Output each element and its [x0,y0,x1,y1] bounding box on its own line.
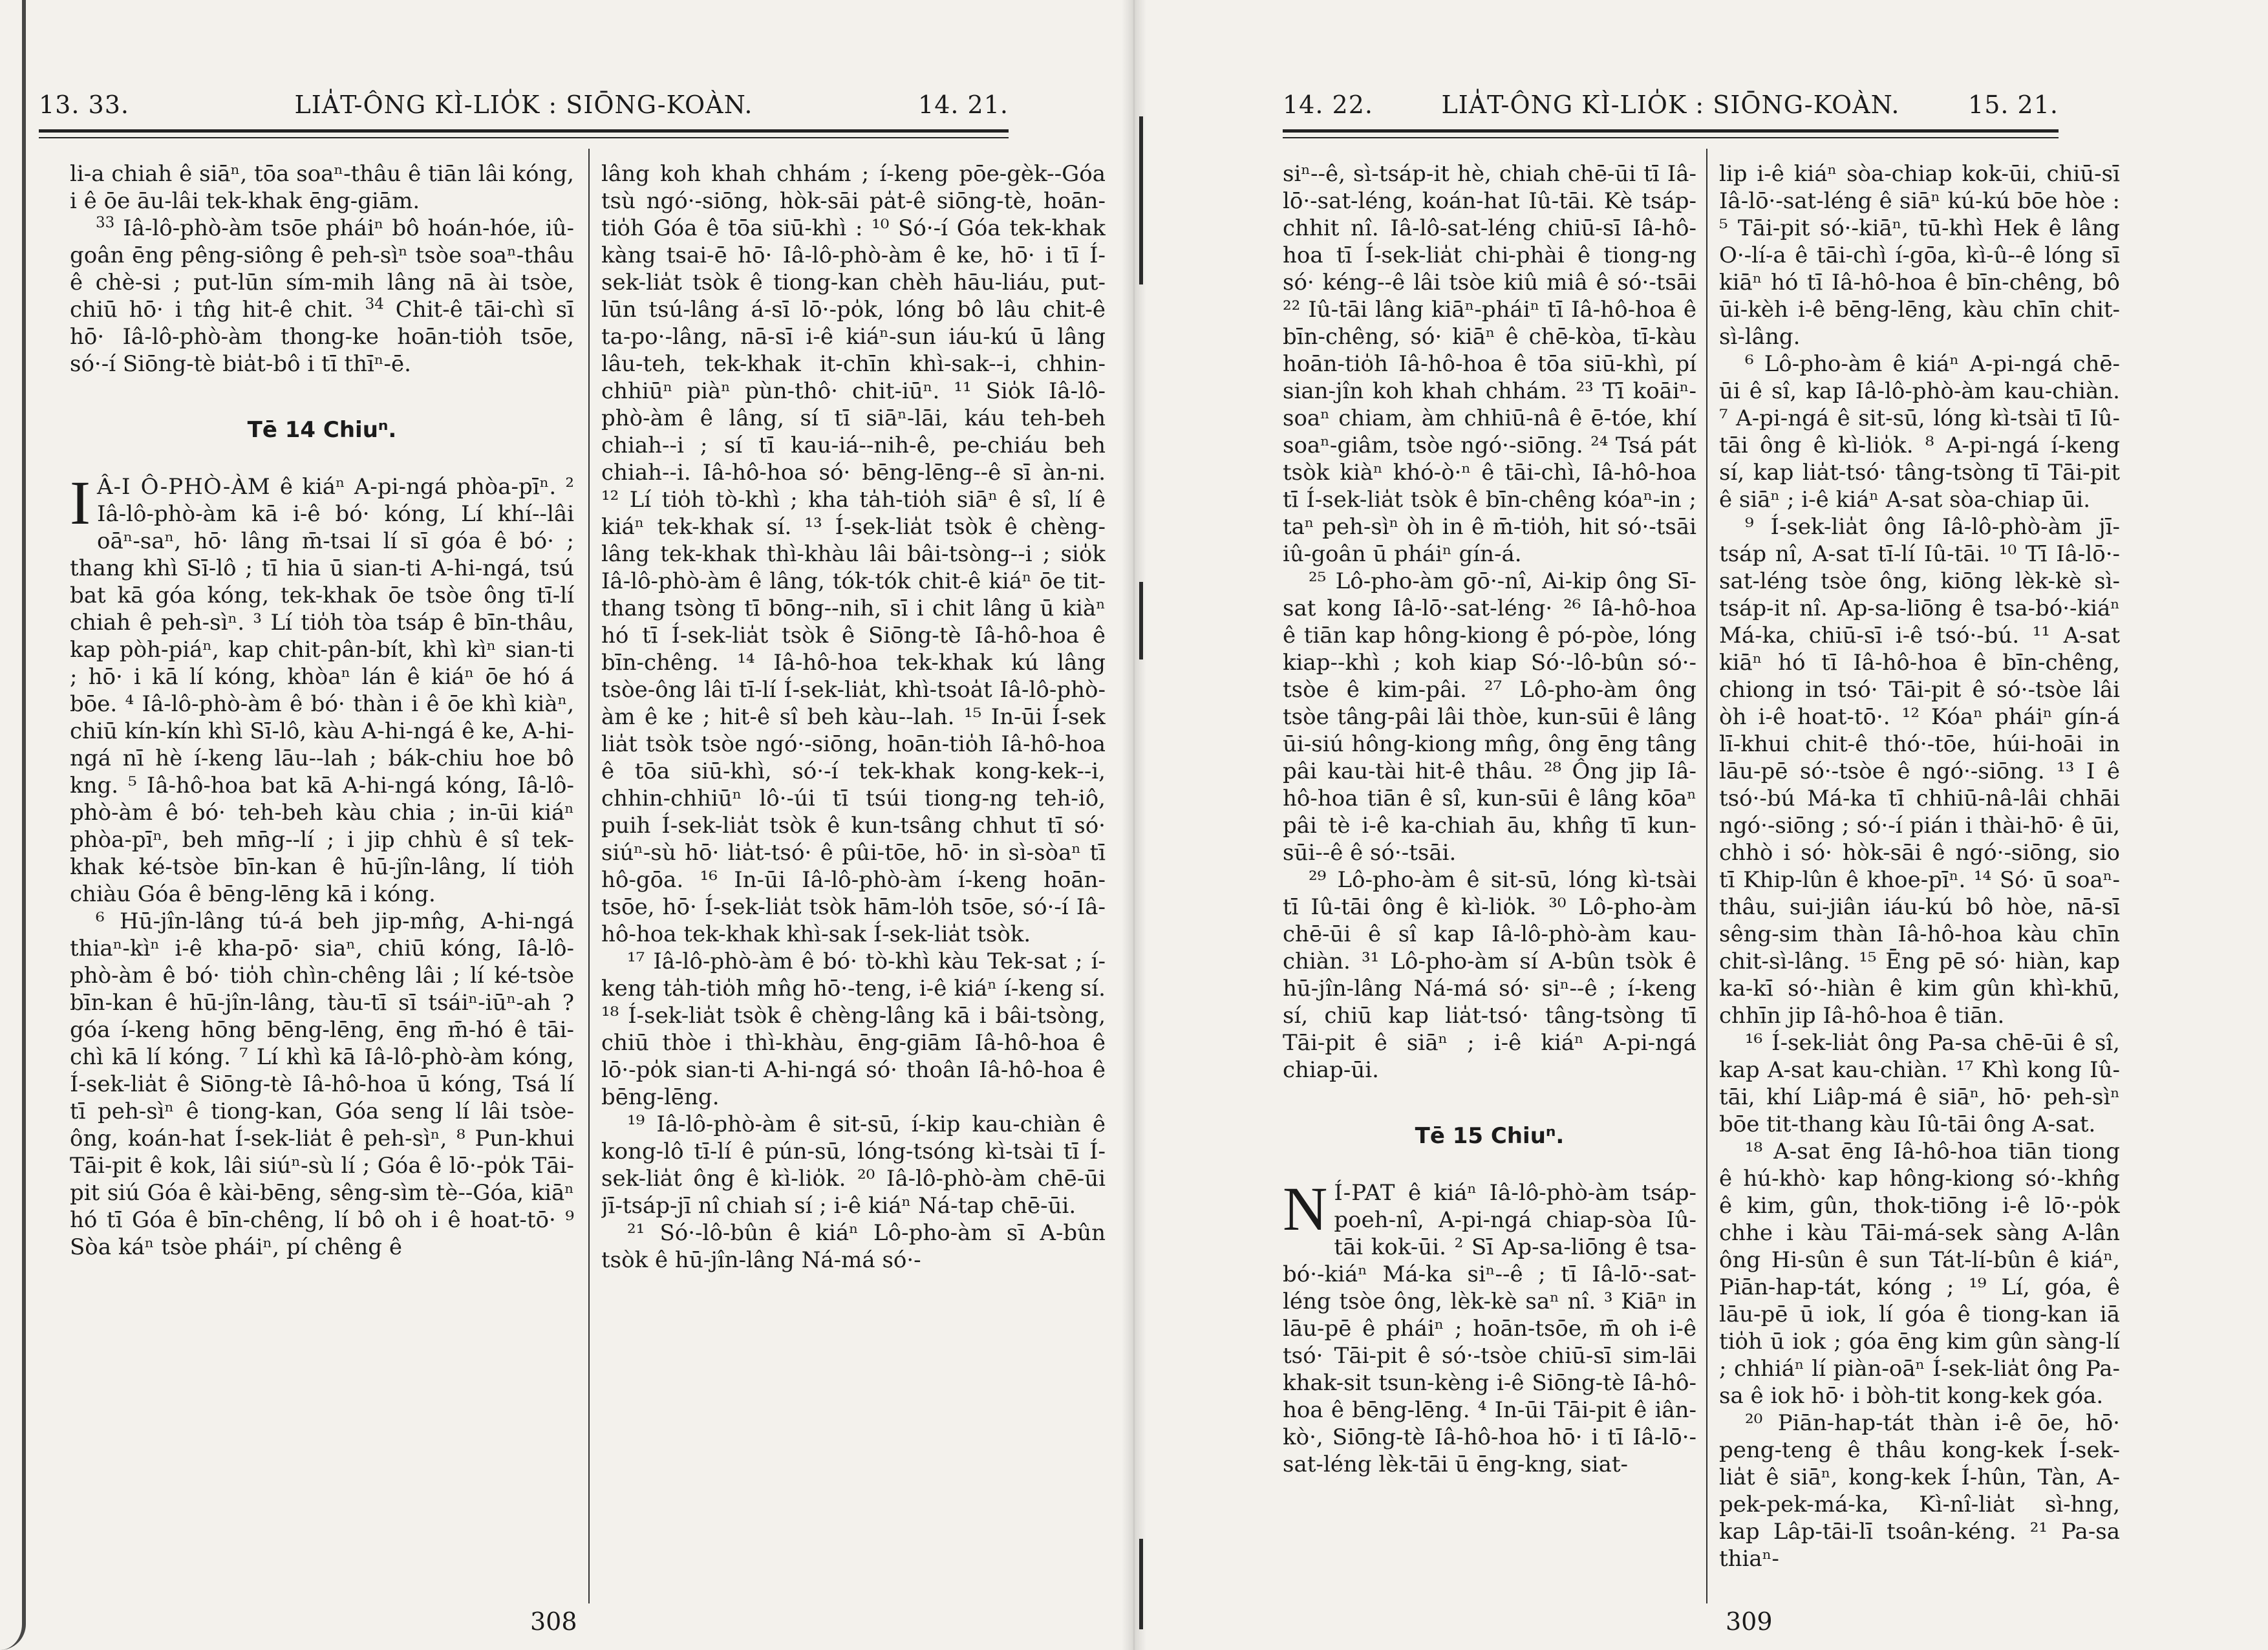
chapter-heading: Tē 14 Chiuⁿ. [247,417,397,443]
chapter-opening-paragraph [1283,1174,1696,1478]
header-chapter-end: 15. 21. [1968,91,2059,119]
drop-cap: N [1283,1174,1328,1243]
opening-caps: Â-I Ô-PHÒ-ÀM [96,474,271,500]
header-book-title: LIA̍T-ÔNG KÌ-LIO̍K : SIŌNG-KOÀN. [1441,91,1900,119]
right-page [1134,0,2268,1650]
paragraph: ⁶ Hū-jîn-lâng tú-á beh jip-mn̂g, A-hi-ngá thiaⁿ-kìⁿ i-ê kha-pō· siaⁿ, chiū kóng, Iâ-lô-phò-àm ê bó· tio̍h chìn-chêng lâi ; lí ké-tsòe bīn-kan ê hū-jîn-lâng, tàu-tī sī tsáiⁿ-iūⁿ-ah ? góa í-keng hōng bēng-lēng, ēng m̄-hó ê tāi-chì kā lí kóng. ⁷ Lí khì kā Iâ-lô-phò-àm kóng, Í-sek-lia̍t ê Siōng-tè Iâ-hô-hoa ū kóng, Tsá lí tī peh-sìⁿ ê tiong-kan, Góa seng lí lâi tsòe-ông, koán-hat Í-sek-lia̍t ê peh-sìⁿ, ⁸ Pun-khui Tāi-pit ê kok, lâi siúⁿ-sù lí ; Góa ê lō·-po̍k Tāi-pit siú Góa ê kài-bēng, sêng-sìm tè--Góa, kiāⁿ hó tī Góa ê bīn-chêng, lí bô oh i ê hoat-tō· ⁹ Sòa káⁿ tsòe pháiⁿ, pí chêng ê [70,908,574,1260]
verse-number: 34 [365,295,384,313]
verse-text: ê kiáⁿ A-pi-ngá phòa-pīⁿ. ² Iâ-lô-phò-àm kā i-ê bó· kóng, Lí khí--lâi oāⁿ-saⁿ, hō· lâng m̄-tsai lí sī góa ê bó· ; thang khì Sī-lô ; tī hia ū sian-ti A-hi-ngá, tsú bat kā góa kóng, tek-khak ōe tsòe ông tī-lí chiah ê peh-sìⁿ. ³ Lí tio̍h tòa tsáp ê bīn-thâu, kap pòh-piáⁿ, kap chit-pân-bít, khì kìⁿ sian-ti ; hō· i kā lí kóng, khòaⁿ lán ê kiáⁿ ōe hó á bōe. ⁴ Iâ-lô-phò-àm ê bó· thàn i ê ōe khì kiàⁿ, chiū kín-kín khì Sī-lô, kàu A-hi-ngá ê ke, A-hi-ngá nī hè í-keng lāu--lah ; bák-chiu hoe bô kng. ⁵ Iâ-hô-hoa bat kā A-hi-ngá kóng, Iâ-lô-phò-àm ê bó· teh-beh kàu chia ; in-ūi kiáⁿ phòa-pīⁿ, beh mn̄g--lí ; i jip chhù ê sî tek-khak ké-tsòe bīn-kan ê hū-jîn-lâng, lí tio̍h chiàu Góa ê bēng-lēng kā i kóng. [70,474,574,907]
column-divider [1706,149,1707,1603]
paragraph [70,215,574,378]
paragraph: ¹⁹ Iâ-lô-phò-àm ê sit-sū, í-kip kau-chiàn ê kong-lô tī-lí ê pún-sū, lóng-tsóng kì-tsài tī Í-sek-lia̍t ông ê kì-lio̍k. ²⁰ Iâ-lô-phò-àm chē-ūi jī-tsáp-jī nî chiah sí ; i-ê kiáⁿ Ná-tap chē-ūi. [601,1111,1106,1219]
paragraph: ⁶ Lô-pho-àm ê kiáⁿ A-pi-ngá chē-ūi ê sî, kap Iâ-lô-phò-àm kau-chiàn. ⁷ A-pi-ngá ê sit-sū, lóng kì-tsài tī Iû-tāi ông ê kì-lio̍k. ⁸ A-pi-ngá í-keng sí, kap lia̍t-tsó· tâng-tsòng tī Tāi-pit ê siāⁿ ; i-ê kiáⁿ A-sat sòa-chiap ūi. [1719,351,2120,513]
running-header [39,0,1009,155]
paragraph: ⁹ Í-sek-lia̍t ông Iâ-lô-phò-àm jī-tsáp nî, A-sat tī-lí Iû-tāi. ¹⁰ Tī Iâ-lō·-sat-léng tsòe ông, kiōng lèk-kè sì-tsáp-it nî. Ap-sa-liōng ê tsa-bó·-kiáⁿ Má-ka, chiū-sī i-ê tsó·-bú. ¹¹ A-sat kiāⁿ hó tī Iâ-hô-hoa ê bīn-chêng, chiong in tsó· Tāi-pit ê só·-tsòe lâi òh i-ê hoat-tō·. ¹² Kóaⁿ pháiⁿ gín-á lī-khui chit-ê thó·-tōe, húi-hoāi in lāu-pē só·-tsòe ê ngó·-siōng. ¹³ I ê tsó·-bú Má-ka tī chhiū-nâ-lâi chhāi ngó·-siōng ; só·-í pián i thài-hō· ê ūi, chhò i só· hòk-sāi ê ngó·-siōng, sio tī Khip-lûn ê khoe-pīⁿ. ¹⁴ Só· ū soaⁿ-thâu, sui-jiân iáu-kú bô hòe, nā-sī sêng-sim thàn Iâ-hô-hoa kàu chīn chit-sì-lâng. ¹⁵ Ēng pē só· hiàn, kap ka-kī só·-hiàn ê kim gûn khì-khū, chhīn jip Iâ-hô-hoa ê tiān. [1719,514,2120,1029]
header-rule-thin [1283,137,2059,138]
verse-text: Iâ-lô-phò-àm tsōe pháiⁿ bô hoán-hóe, iû-goân ēng pêng-siông ê peh-sìⁿ tsòe soaⁿ-thâu ê chè-si ; put-lūn sím-mih lâng nā ài tsòe, chiū hō· i tn̂g hit-ê chit. [70,215,574,323]
drop-cap: I [70,468,91,537]
page-number: 309 [1726,1607,1773,1636]
paragraph: lip i-ê kiáⁿ sòa-chiap kok-ūi, chiū-sī Iâ-lō·-sat-léng ê siāⁿ kú-kú bōe hòe : ⁵ Tāi-pit só·-kiāⁿ, tū-khì Hek ê lâng O·-lí-a ê tāi-chì í-gōa, kì-û--ê lóng sī kiāⁿ hó tī Iâ-hô-hoa ê bīn-chêng, bô ūi-kèh i-ê bēng-lēng, kàu chīn chit-sì-lâng. [1719,161,2120,350]
paragraph: ²¹ Só·-lô-bûn ê kiáⁿ Lô-pho-àm sī A-bûn tsòk ê hū-jîn-lâng Ná-má só·- [601,1220,1106,1273]
header-chapter-end: 14. 21. [918,91,1009,119]
paragraph: ²⁵ Lô-pho-àm gō·-nî, Ai-kip ông Sī-sat kong Iâ-lō·-sat-léng· ²⁶ Iâ-hô-hoa ê tiān kap hông-kiong ê pó-pòe, lóng kiap--khì ; koh kiap Só·-lô-bûn só·-tsòe ê kim-pâi. ²⁷ Lô-pho-àm ông tsòe tâng-pâi lâi thòe, kun-sūi ê lâng ūi-siú hông-kiong mn̂g, ông ēng tâng pâi kau-tài hit-ê thâu. ²⁸ Ông jip Iâ-hô-hoa tiān ê sî, kun-sūi ê lâng kōaⁿ pâi tè i-ê ka-chiah āu, khn̂g tī kun-sūi--ê ê só·-tsāi. [1283,568,1696,866]
verse-number: 33 [96,214,115,231]
column-divider [588,149,590,1603]
opening-caps: Í-PAT [1334,1180,1396,1206]
header-chapter-start: 13. 33. [39,91,129,119]
paragraph: siⁿ--ê, sì-tsáp-it hè, chiah chē-ūi tī Iâ-lō·-sat-léng, koán-hat Iû-tāi. Kè tsáp-chhit nî. Iâ-lô-sat-léng chiū-sī Iâ-hô-hoa tī Í-sek-lia̍t chi-phài ê tiong-ng só· kéng--ê lâi tsòe kiû miâ ê só·-tsāi ²² Iû-tāi lâng kiāⁿ-pháiⁿ tī Iâ-hô-hoa ê bīn-chêng, só· kiāⁿ ê chē-kòa, tī-kàu hoān-tio̍h Iâ-hô-hoa ê tōa siū-khì, pí sian-jîn koh khah chhám. ²³ Tī koāiⁿ-soaⁿ chiam, àm chhiū-nâ ê ē-tóe, khí soaⁿ-giâm, tsòe ngó·-siōng. ²⁴ Tsá pát tsòk kiàⁿ khó-ò·ⁿ ê tāi-chì, Iâ-hô-hoa tī Í-sek-lia̍t tsòk ê bīn-chêng kóaⁿ-in ; taⁿ peh-sìⁿ òh in ê m̄-tio̍h, hit só·-tsāi iû-goân ū pháiⁿ gín-á. [1283,161,1696,567]
verse-text: ê kiáⁿ Iâ-lô-phò-àm tsáp-poeh-nî, A-pi-ngá chiap-sòa Iû-tāi kok-ūi. ² Sī Ap-sa-liōng ê tsa-bó·-kiáⁿ Má-ka siⁿ--ê ; tī Iâ-lō·-sat-léng tsòe ông, lèk-kè saⁿ nî. ³ Kiāⁿ in lāu-pē ê pháiⁿ ; hoān-tsōe, m̄ oh i-ê tsó· Tāi-pit ê só·-tsòe chiū-sī sim-lāi khak-sit tsun-kèng i-ê Siōng-tè Iâ-hô-hoa ê bēng-lēng. ⁴ In-ūi Tāi-pit ê iân-kò·, Siōng-tè Iâ-hô-hoa hō· i tī Iâ-lō·-sat-léng lèk-tāi ū ēng-kng, siat- [1283,1180,1696,1477]
text-column-2 [1719,160,2120,1596]
paragraph: ²⁰ Piān-hap-tát thàn i-ê ōe, hō· peng-teng ê thâu kong-kek Í-sek-lia̍t ê siāⁿ, kong-kek Í-hûn, Tàn, A-pek-pek-má-ka, Kì-nî-lia̍t sì-hng, kap Lâp-tāi-lī tsoân-kéng. ²¹ Pa-sa thiaⁿ- [1719,1410,2120,1572]
text-column-1 [70,160,574,1596]
running-header [1283,0,2059,155]
text-column-1 [1283,160,1696,1596]
chapter-heading: Tē 15 Chiuⁿ. [1415,1123,1565,1149]
header-chapter-start: 14. 22. [1283,91,1373,119]
paragraph: lâng koh khah chhám ; í-keng pōe-gèk--Góa tsù ngó·-siōng, hòk-sāi pa̍t-ê siōng-tè, hoān-tio̍h Góa ê tōa siū-khì : ¹⁰ Só·-í Góa tek-khak kàng tsai-ē hō· Iâ-lô-phò-àm ê ke, hō· i tī Í-sek-lia̍t tsòk ê tiong-kan chèh hāu-liáu, put-lūn tsú-lâng á-sī lō·-po̍k, lóng bô lâu chit-ê ta-po·-lâng, nā-sī i-ê kiáⁿ-sun iáu-kú ū lâng lâu-teh, tek-khak it-chīn khì-sak--i, chhin-chhiūⁿ piàⁿ pùn-thô· chit-iūⁿ. ¹¹ Sio̍k Iâ-lô-phò-àm ê lâng, sí tī siāⁿ-lāi, káu teh-beh chiah--i ; sí tī kau-iá--nih-ê, pe-chiáu beh chiah--i. Iâ-hô-hoa só· bēng-lēng--ê sī àn-ni. ¹² Lí tio̍h tò-khì ; kha ta̍h-tio̍h siāⁿ ê sî, lí ê kiáⁿ tek-khak sí. ¹³ Í-sek-lia̍t tsòk ê chèng-lâng tek-khak thì-khàu lâi bâi-tsòng--i ; sio̍k Iâ-lô-phò-àm ê lâng, tók-tók chit-ê kiáⁿ ōe tit-thang tsòng tī bōng--nih, sī i chit lâng ū kiàⁿ hó tī Í-sek-lia̍t tsòk ê Siōng-tè Iâ-hô-hoa ê bīn-chêng. ¹⁴ Iâ-hô-hoa tek-khak kú lâng tsòe-ông lâi tī-lí Í-sek-lia̍t, khì-tsoa̍t Iâ-lô-phò-àm ê ke ; hit-ê sî beh kàu--lah. ¹⁵ In-ūi Í-sek lia̍t tsòk tsòe ngó·-siōng, hoān-tio̍h Iâ-hô-hoa ê tōa siū-khì, só·-í tek-khak kong-kek--i, chhin-chhiūⁿ lô·-úi tī tsúi tiong-ng teh-iô, puih Í-sek-lia̍t tsòk ê kun-tsâng chhut tī só· siúⁿ-sù hō· lia̍t-tsó· ê pûi-tōe, hō· in sì-sòaⁿ tī hô-gōa. ¹⁶ In-ūi Iâ-lô-phò-àm í-keng hoān-tsōe, hō· Í-sek-lia̍t tsòk hām-lo̍h tsōe, só·-í Iâ-hô-hoa tek-khak khì-sak Í-sek-lia̍t tsòk. [601,161,1106,947]
header-rule [1283,129,2059,133]
paragraph: ¹⁸ A-sat ēng Iâ-hô-hoa tiān tiong ê hú-khò· kap hông-kiong só·-khn̂g ê kim, gûn, thok-tiōng i-ê lō·-po̍k chhe i kàu Tāi-má-sek sàng A-lân ông Hi-sûn ê sun Tát-lí-bûn ê kiáⁿ, Piān-hap-tát, kóng ; ¹⁹ Lí, góa, ê lāu-pē ū iok, lí góa ê tiong-kan iā tio̍h ū iok ; góa ēng kim gûn sàng-lí ; chhiáⁿ lí piàn-oāⁿ Í-sek-lia̍t ông Pa-sa ê iok hō· i bòh-tit kong-kek góa. [1719,1139,2120,1409]
paragraph: ¹⁷ Iâ-lô-phò-àm ê bó· tò-khì kàu Tek-sat ; í-keng ta̍h-tio̍h mn̂g hō·-teng, i-ê kiáⁿ í-keng sí. ¹⁸ Í-sek-lia̍t tsòk ê chèng-lâng kā i bâi-tsòng, chiū thòe i thì-khàu, ēng-giām Iâ-hô-hoa ê lō·-po̍k sian-ti A-hi-ngá só· thoân Iâ-hô-hoa ê bēng-lēng. [601,948,1106,1110]
chapter-opening-paragraph [70,468,574,908]
header-rule-thin [39,137,1009,138]
header-book-title: LIA̍T-ÔNG KÌ-LIO̍K : SIŌNG-KOÀN. [294,91,753,119]
header-rule [39,129,1009,133]
text-column-2 [601,160,1106,1596]
page-number: 308 [530,1607,577,1636]
verse-text: Chit-ê tāi-chì sī hō· Iâ-lô-phò-àm thong-ke hoān-tio̍h tsōe, só·-í Siōng-tè bia̍t-bô i tī thīⁿ-ē. [70,297,574,377]
paragraph: li-a chiah ê siāⁿ, tōa soaⁿ-thâu ê tiān lâi kóng, i ê ōe āu-lâi tek-khak ēng-giām. [70,161,574,214]
paragraph: ¹⁶ Í-sek-lia̍t ông Pa-sa chē-ūi ê sî, kap A-sat kau-chiàn. ¹⁷ Khì kong Iû-tāi, khí Liâp-má ê siāⁿ, hō· peh-sìⁿ bōe tit-thang kàu Iû-tāi ông A-sat. [1719,1030,2120,1137]
paragraph: ²⁹ Lô-pho-àm ê sit-sū, lóng kì-tsài tī Iû-tāi ông ê kì-lio̍k. ³⁰ Lô-pho-àm chē-ūi ê sî kap Iâ-lô-phò-àm kau-chiàn. ³¹ Lô-pho-àm sí A-bûn tsòk ê hū-jîn-lâng Ná-má só· siⁿ--ê ; í-keng sí, chiū kap lia̍t-tsó· tâng-tsòng tī Tāi-pit ê siāⁿ ; i-ê kiáⁿ A-pi-ngá chiap-ūi. [1283,867,1696,1083]
